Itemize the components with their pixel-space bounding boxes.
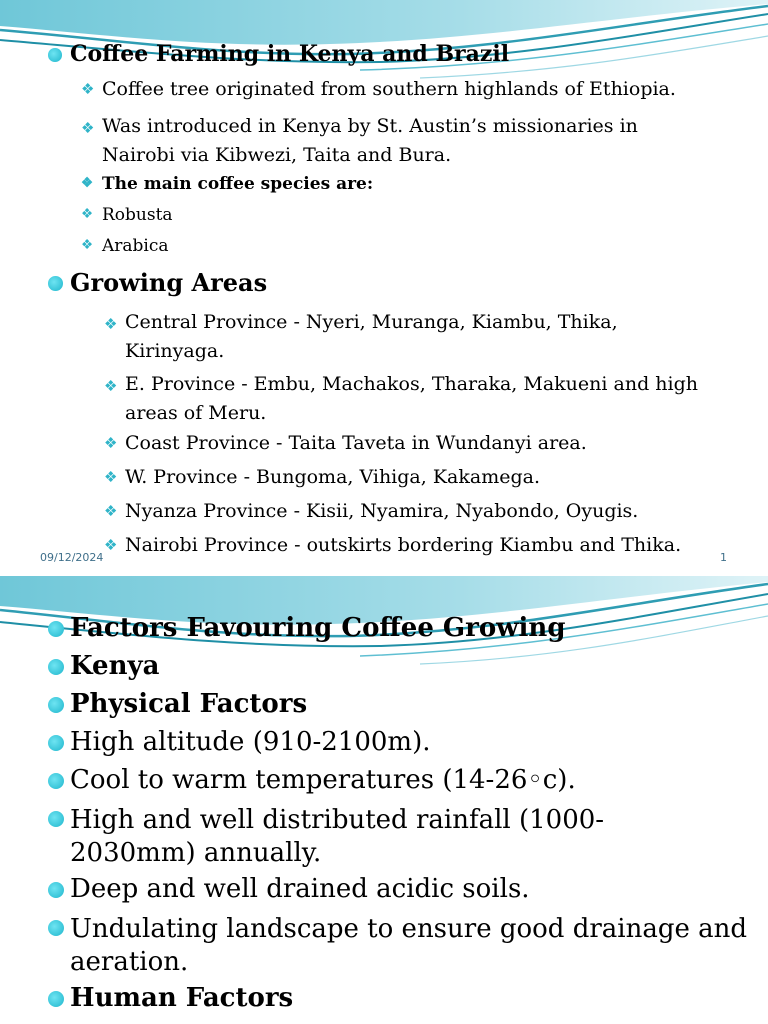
area-eastern: ❖ E. Province - Embu, Machakos, Tharaka, Makueni and high areas of Meru. [104,373,698,424]
slide-date: 09/12/2024 [40,551,104,564]
heading-kenya: Kenya [48,652,159,682]
heading-coffee-farming: Coffee Farming in Kenya and Brazil [48,42,509,67]
heading-physical-factors: Physical Factors [48,690,307,720]
slide-2 [0,576,768,1024]
point-origin: ❖ Coffee tree originated from southern highlands of Ethiopia. [81,78,676,100]
diamond-bullet-icon: ❖ [104,467,118,486]
diamond-bullet-icon: ❖ [104,433,118,452]
diamond-bullet-icon: ❖ [81,206,94,223]
diamond-bullet-icon: ❖ [104,315,118,334]
slide-page-number: 1 [720,551,727,564]
factor-temperature: Cool to warm temperatures (14-26◦c). [48,766,576,796]
diamond-bullet-icon: ❖ [81,175,94,192]
heading-human-factors: Human Factors [48,984,293,1014]
diamond-bullet-icon: ❖ [104,377,118,396]
factor-rainfall: High and well distributed rainfall (1000-2030mm) annually. [48,804,718,869]
diamond-bullet-icon: ❖ [104,535,118,554]
diamond-bullet-icon: ❖ [81,79,95,98]
area-coast: ❖ Coast Province - Taita Taveta in Wundanyi area. [104,432,587,454]
factor-soils: Deep and well drained acidic soils. [48,875,530,905]
area-nairobi: ❖ Nairobi Province - outskirts bordering Kiambu and Thika. [104,534,682,556]
area-nyanza: ❖ Nyanza Province - Kisii, Nyamira, Nyabondo, Oyugis. [104,500,639,522]
circle-bullet-icon [48,276,63,291]
factor-landscape: Undulating landscape to ensure good drainage and aeration. [48,913,748,978]
circle-bullet-icon [48,48,62,62]
heading-growing-areas: Growing Areas [48,269,267,297]
diamond-bullet-icon: ❖ [81,119,95,138]
point-robusta: ❖ Robusta [81,205,173,225]
diamond-bullet-icon: ❖ [81,237,94,254]
point-arabica: ❖ Arabica [81,236,169,256]
diamond-bullet-icon: ❖ [104,501,118,520]
header-wave-decoration [0,0,768,80]
area-western: ❖ W. Province - Bungoma, Vihiga, Kakamega. [104,466,540,488]
point-introduction: ❖ Was introduced in Kenya by St. Austin’s missionaries in Nairobi via Kibwezi, Taita and Bura. [81,115,638,166]
heading-factors: Factors Favouring Coffee Growing [48,614,566,644]
point-species-heading: ❖ The main coffee species are: [81,174,374,194]
area-central: ❖ Central Province - Nyeri, Muranga, Kiambu, Thika, Kirinyaga. [104,311,618,362]
factor-altitude: High altitude (910-2100m). [48,728,431,758]
